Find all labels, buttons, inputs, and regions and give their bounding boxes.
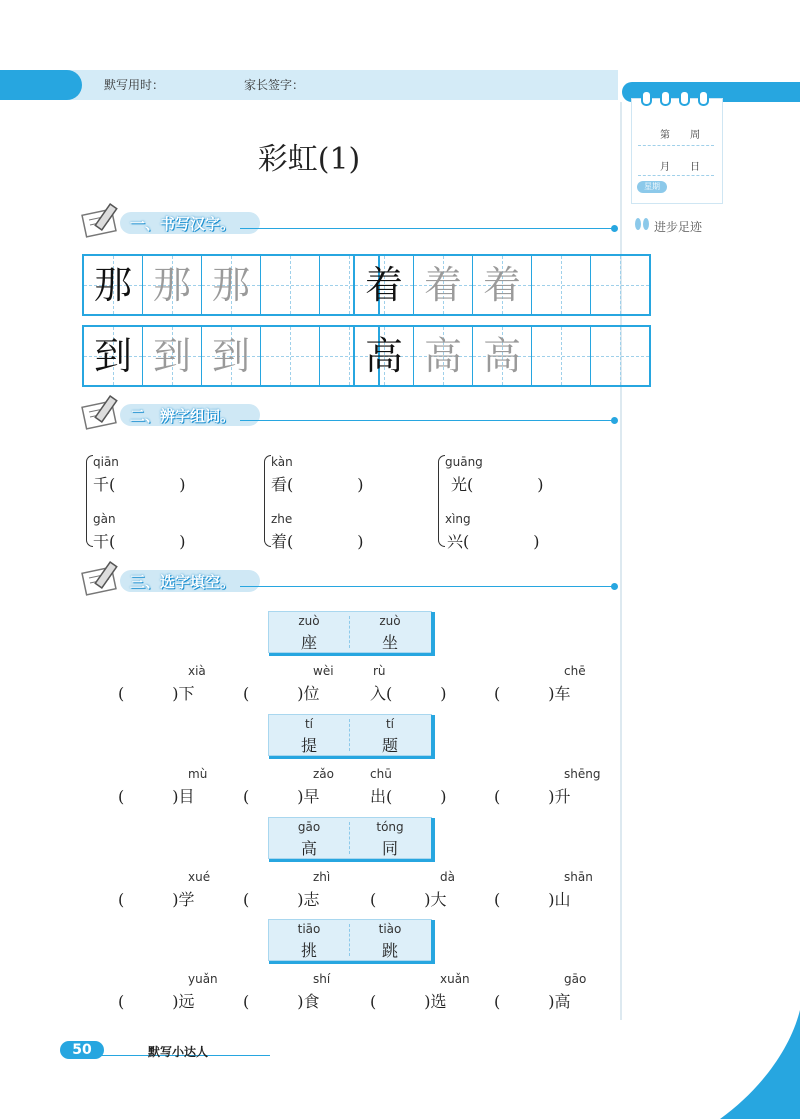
choice-char: 同 xyxy=(381,839,398,858)
fill-blank[interactable]: 出( ) xyxy=(370,787,447,806)
pinyin: wèi xyxy=(313,664,334,678)
trace-char: 着 xyxy=(482,263,521,307)
divider xyxy=(638,145,714,146)
pinyin: rù xyxy=(373,664,386,678)
fill-blank[interactable]: ( )学 xyxy=(118,890,195,909)
model-char: 那 xyxy=(93,263,132,307)
date-label: 月 日 xyxy=(660,162,700,173)
pinyin: zuò xyxy=(298,614,320,628)
footprint-icon xyxy=(633,216,651,232)
brace xyxy=(438,455,445,547)
fill-blank[interactable]: ( )高 xyxy=(494,992,571,1011)
trace-char: 那 xyxy=(211,263,250,307)
pinyin: gāo xyxy=(564,972,587,986)
footer-label: 默写小达人 xyxy=(148,1045,209,1059)
choice-char: 座 xyxy=(300,633,317,652)
fill-blank[interactable]: ( )大 xyxy=(370,890,447,909)
choice-box xyxy=(268,817,432,859)
choice-char: 提 xyxy=(300,736,317,755)
page-divider xyxy=(620,102,622,1020)
blank-cell[interactable] xyxy=(260,327,319,385)
pinyin: zǎo xyxy=(313,767,334,781)
pinyin: xuǎn xyxy=(440,972,470,986)
choice-box xyxy=(268,919,432,961)
header-tab xyxy=(0,70,82,100)
choice-char: 挑 xyxy=(300,941,317,960)
blank-cell[interactable] xyxy=(590,327,649,385)
pinyin: zhì xyxy=(313,870,331,884)
fill-blank[interactable]: ( )下 xyxy=(118,684,195,703)
header-band xyxy=(0,70,618,100)
writing-grid-na xyxy=(82,254,380,316)
time-label: 默写用时： xyxy=(104,78,165,92)
word-blank[interactable]: 看( ) xyxy=(271,475,364,494)
choice-box xyxy=(268,611,432,653)
pinyin: yuǎn xyxy=(188,972,218,986)
pinyin: zhe xyxy=(271,512,293,526)
fill-blank[interactable]: ( )升 xyxy=(494,787,571,806)
ring-icon xyxy=(698,90,709,106)
writing-grid-dao xyxy=(82,325,380,387)
corner-decoration xyxy=(720,1010,800,1119)
page-title: 彩虹(1) xyxy=(257,142,361,177)
choice-char: 坐 xyxy=(381,633,398,652)
pinyin: tí xyxy=(385,717,395,731)
pinyin: tiāo xyxy=(297,922,321,936)
pinyin: dà xyxy=(440,870,455,884)
pinyin: shí xyxy=(313,972,331,986)
pinyin: zuò xyxy=(379,614,401,628)
model-char: 高 xyxy=(364,334,403,378)
word-blank[interactable]: 光( ) xyxy=(451,475,544,494)
section-1-title: 一、书写汉字。 xyxy=(130,215,236,233)
pinyin: tiào xyxy=(378,922,402,936)
trace-char: 高 xyxy=(482,334,521,378)
pinyin: tóng xyxy=(376,820,404,834)
word-blank[interactable]: 千( ) xyxy=(93,475,186,494)
section-2-title: 二、辨字组词。 xyxy=(130,407,236,425)
blank-cell[interactable] xyxy=(531,327,590,385)
sign-label: 家长签字： xyxy=(244,78,305,92)
trace-char: 到 xyxy=(152,334,191,378)
pinyin: tí xyxy=(304,717,314,731)
trace-char: 高 xyxy=(423,334,462,378)
fill-blank[interactable]: ( )远 xyxy=(118,992,195,1011)
pinyin: xìng xyxy=(445,512,471,526)
model-char: 着 xyxy=(364,263,403,307)
fill-blank[interactable]: ( )食 xyxy=(243,992,320,1011)
fill-blank[interactable]: ( )早 xyxy=(243,787,320,806)
pinyin: chē xyxy=(564,664,586,678)
ring-icon xyxy=(679,90,690,106)
section-3-header xyxy=(120,570,614,592)
pinyin: kàn xyxy=(271,455,293,469)
pinyin: chū xyxy=(370,767,392,781)
ring-icon xyxy=(641,90,652,106)
fill-blank[interactable]: ( )山 xyxy=(494,890,571,909)
pinyin: gāo xyxy=(297,820,321,834)
choice-char: 题 xyxy=(381,736,398,755)
fill-blank[interactable]: ( )志 xyxy=(243,890,320,909)
section-1-header xyxy=(120,212,614,234)
fill-blank[interactable]: ( )选 xyxy=(370,992,447,1011)
blank-cell[interactable] xyxy=(260,256,319,314)
trace-char: 着 xyxy=(423,263,462,307)
pinyin: mù xyxy=(188,767,208,781)
pinyin: gàn xyxy=(93,512,116,526)
fill-blank[interactable]: 入( ) xyxy=(370,684,447,703)
trace-char: 到 xyxy=(211,334,250,378)
blank-cell[interactable] xyxy=(531,256,590,314)
fill-blank[interactable]: ( )位 xyxy=(243,684,320,703)
section-2-header xyxy=(120,404,614,426)
motto: 进步足迹 xyxy=(654,220,703,234)
section-3-title: 三、选字填空。 xyxy=(130,573,236,591)
pinyin: qiān xyxy=(93,455,119,469)
writing-grid-gao xyxy=(353,325,651,387)
choice-box xyxy=(268,714,432,756)
divider xyxy=(638,175,714,176)
pinyin: shēng xyxy=(564,767,601,781)
brace xyxy=(86,455,93,547)
word-blank[interactable]: 干( ) xyxy=(93,532,186,551)
pinyin: xué xyxy=(188,870,211,884)
fill-blank[interactable]: ( )车 xyxy=(494,684,571,703)
week-label: 第 周 xyxy=(660,130,700,141)
fill-blank[interactable]: ( )目 xyxy=(118,787,195,806)
blank-cell[interactable] xyxy=(590,256,649,314)
trace-char: 那 xyxy=(152,263,191,307)
page-number: 50 xyxy=(60,1041,104,1059)
model-char: 到 xyxy=(93,334,132,378)
writing-grid-zhe xyxy=(353,254,651,316)
brace xyxy=(264,455,271,547)
pinyin: guāng xyxy=(445,455,483,469)
pinyin: xià xyxy=(188,664,206,678)
word-blank[interactable]: 着( ) xyxy=(271,532,364,551)
pinyin: shān xyxy=(564,870,593,884)
weekday-badge: 星期 xyxy=(637,181,667,193)
choice-char: 跳 xyxy=(381,941,398,960)
word-blank[interactable]: 兴( ) xyxy=(447,532,540,551)
choice-char: 高 xyxy=(300,839,317,858)
ring-icon xyxy=(660,90,671,106)
